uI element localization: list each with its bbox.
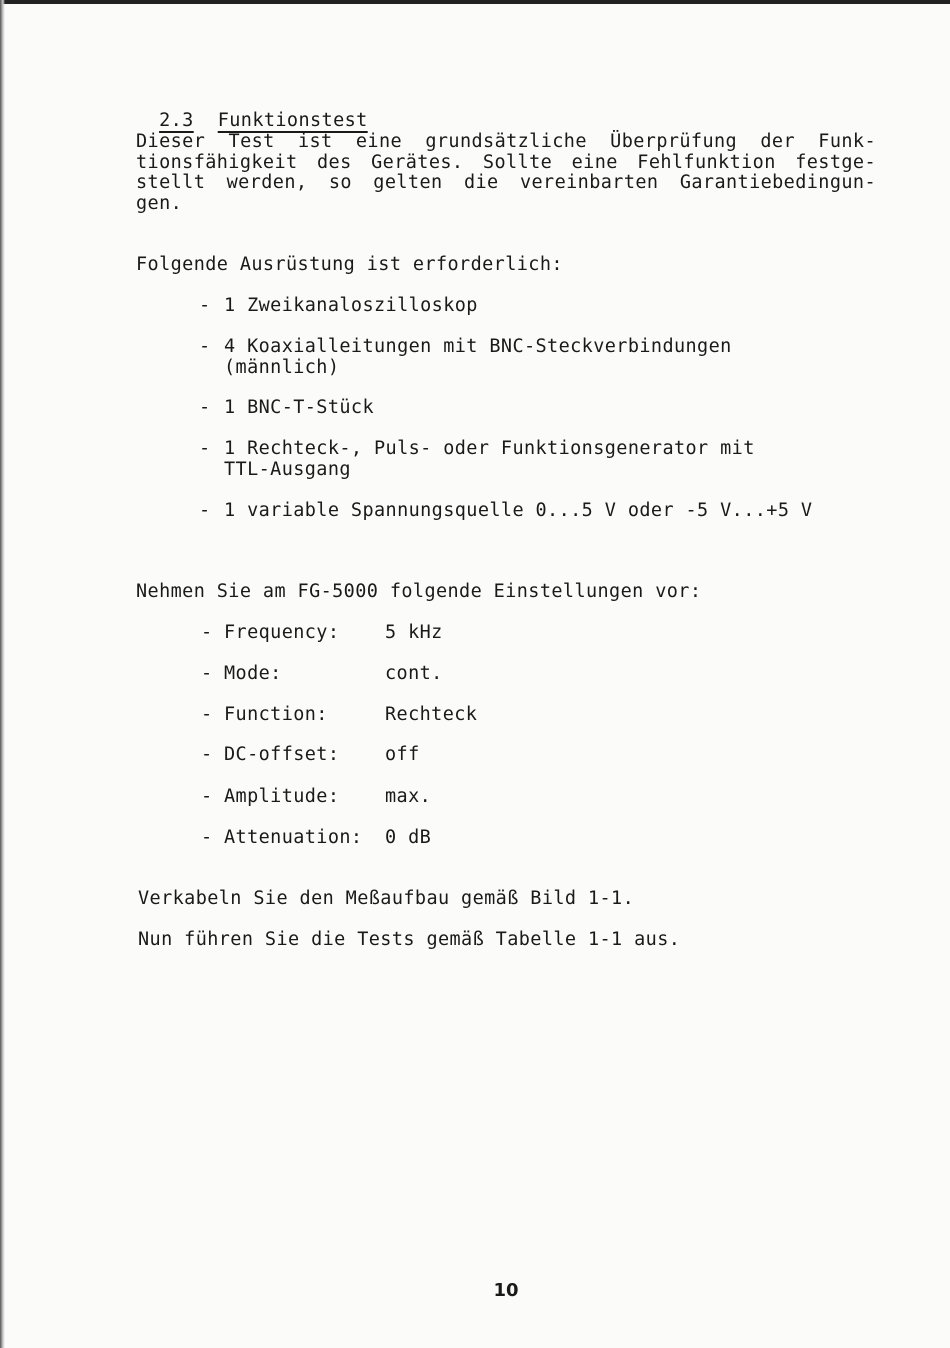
setting-value: 0 dB <box>385 827 432 848</box>
setting-label: Function: <box>224 704 328 725</box>
intro-line: stellt werden, so gelten die vereinbarten Garantiebedingun- <box>136 172 876 193</box>
setting-value: 5 kHz <box>385 622 443 643</box>
equipment-item-text: 1 BNC-T-Stück <box>224 397 374 418</box>
list-dash: - <box>199 438 211 459</box>
list-dash: - <box>201 827 213 848</box>
equipment-item-text: 1 Rechteck-, Puls- oder Funktionsgenerator mit <box>224 438 755 459</box>
section-heading <box>136 91 368 131</box>
setting-value: Rechteck <box>385 704 478 725</box>
wiring-instruction: Verkabeln Sie den Meßaufbau gemäß Bild 1-1. <box>138 888 635 909</box>
setting-label: Mode: <box>224 663 282 684</box>
intro-line: gen. <box>136 192 183 214</box>
equipment-item-text: 1 Zweikanaloszilloskop <box>224 295 478 316</box>
equipment-heading: Folgende Ausrüstung ist erforderlich: <box>136 254 563 275</box>
list-dash: - <box>199 500 211 521</box>
test-instruction: Nun führen Sie die Tests gemäß Tabelle 1-1 aus. <box>138 929 681 950</box>
setting-value: cont. <box>385 663 443 684</box>
list-dash: - <box>201 663 213 684</box>
list-dash: - <box>201 744 213 765</box>
equipment-item-continuation: (männlich) <box>224 357 340 378</box>
setting-label: Frequency: <box>224 622 340 643</box>
equipment-item-text: 4 Koaxialleitungen mit BNC-Steckverbindungen <box>224 336 732 357</box>
list-dash: - <box>201 622 213 643</box>
scan-left-edge <box>0 0 5 1348</box>
setting-label: Amplitude: <box>224 786 340 807</box>
list-dash: - <box>201 704 213 725</box>
intro-paragraph <box>136 132 876 214</box>
intro-line: tionsfähigkeit des Gerätes. Sollte eine Fehlfunktion festge- <box>136 151 876 173</box>
section-number: 2.3 <box>159 110 194 131</box>
setting-value: off <box>385 744 420 765</box>
list-dash: - <box>199 397 211 418</box>
setting-label: Attenuation: <box>224 827 363 848</box>
page-number: 10 <box>493 1280 519 1301</box>
settings-heading: Nehmen Sie am FG-5000 folgende Einstellungen vor: <box>136 581 702 602</box>
section-title: Funktionstest <box>217 110 368 131</box>
list-dash: - <box>199 336 211 357</box>
equipment-item-continuation: TTL-Ausgang <box>224 459 351 480</box>
list-dash: - <box>199 295 211 316</box>
setting-label: DC-offset: <box>224 744 340 765</box>
intro-line: Dieser Test ist eine grundsätzliche Überprüfung der Funk- <box>136 131 876 152</box>
setting-value: max. <box>385 786 432 807</box>
scan-top-edge <box>0 0 950 4</box>
equipment-item-text: 1 variable Spannungsquelle 0...5 V oder -5 V...+5 V <box>224 500 813 521</box>
list-dash: - <box>201 786 213 807</box>
